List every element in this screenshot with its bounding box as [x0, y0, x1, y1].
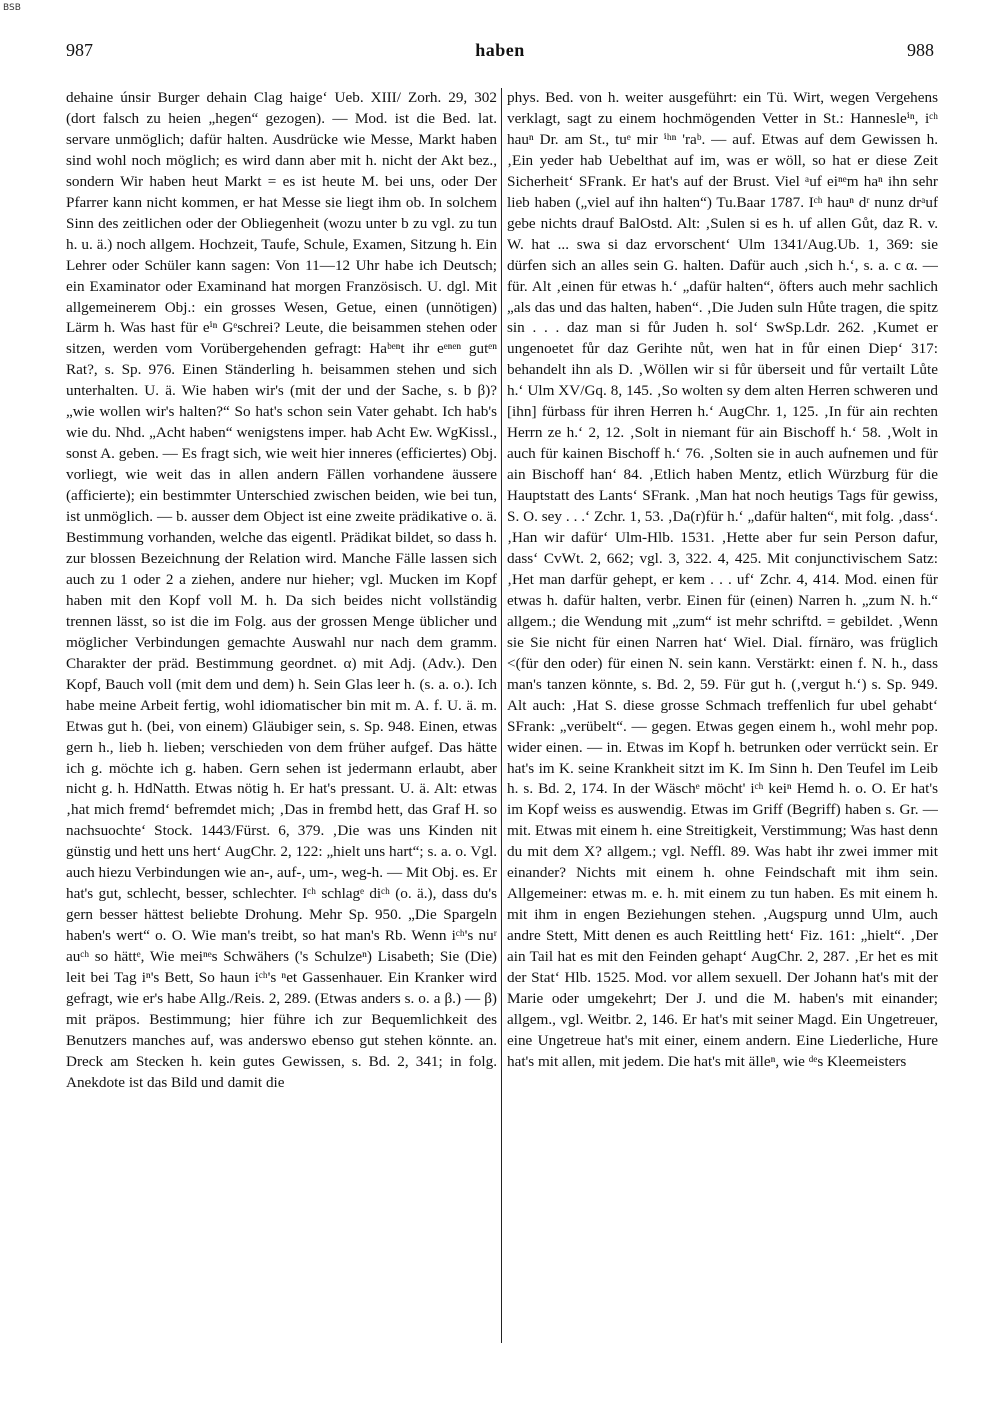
running-headword: haben [475, 40, 525, 60]
page-number-left: 987 [66, 40, 93, 60]
text-column-left [66, 88, 497, 1388]
library-mark: BSB [3, 3, 21, 13]
page-header [66, 40, 934, 64]
column-divider [501, 88, 502, 1343]
column-text-right: phys. Bed. von h. weiter ausgeführt: ein Tü. Wirt, wegen Vergehens verklagt, sagt zu einem hochmögenden Vetter in St.: Hannesleⁱⁿ, iᶜʰ hauⁿ Dr. am St., tuᵉ mir ⁱʰⁿ 'raᵇ. — auf. Etwas auf dem Gewissen h. ‚Ein yeder hab Uebelthat auf im, was er wöll, so hat er diese Zeit Sicherheit‘ SFrank. Er hat's auf der Brust. Viel ᵃuf eiⁿᵉm haⁿ ihn sehr lieb haben („viel auf ihn halten“) Tu.Baar 1787. Iᶜʰ hauⁿ dʳ nunz drᵃuf gebe nichts drauf BalOstd. Alt: ‚Sulen si es h. uf allen Gůt, daz R. v. W. hat ... swa si daz ervorschent‘ Ulm 1341/Aug.Ub. 1, 369: sie dürfen sich an alles sein G. halten. Dafür auch ‚sich h.‘, s. a. c α. — für. Alt ‚einen für etwas h.‘ „dafür halten“, öfters auch mehr sachlich „als das und das halten, haben“. ‚Die Juden suln Hůte tragen, die spitz sin . . . daz man si fůr Juden h. sol‘ SwSp.Ldr. 262. ‚Kumet er ungenoetet fůr daz Gerihte nůt, wen hat in fůr einen Diep‘ 317: behandelt ihn als D. ‚Wöllen wir si fůr überseit und fůr vertailt Lůte h.‘ Ulm XV/Gq. 8, 145. ‚So wolten sy dem alten Herren schweren und [ihn] fürbass für ihren Herren h.‘ AugChr. 1, 125. ‚In für ain rechten Herrn ze h.‘ 2, 12. ‚Solt in niemant für ain Bischoff h.‘ 58. ‚Wolt in auch für kainen Bischoff h.‘ 76. ‚Solten sie in auch aufnemen und für ain Bischoff han‘ 84. ‚Etlich haben Mentz, etlich Würzburg für die Hauptstatt des Lants‘ SFrank. ‚Man hat noch heutigs Tags für gewiss, S. O. sey . . .‘ Zchr. 1, 53. ‚Da(r)für h.‘ „dafür halten“, mit folg. ‚dass‘. ‚Han wir dafür‘ Ulm-Hlb. 1531. ‚Hette aber fur sein Person dafur, dass‘ CvWt. 2, 662; vgl. 3, 322. 4, 425. Mit conjunctivischem Satz: ‚Het man darfür gehept, er kem . . . uf‘ Zchr. 4, 414. Mod. einen für etwas h. dafür halten, verbr. Einen für (einen) Narren h. „zum N. h.“ allgem.; die Wendung mit „zum“ ist mehr schriftd. = gebildet. ‚Wenn sie Sie nicht für einen Narren hat‘ Wiel. Dial. fírnäro, was früglich <(für den oder) für einen N. sein kann. Verstärkt: einen f. N. h., dass man's tanzen könnte, s. Bd. 2, 59. Für gut h. (‚vergut h.‘) s. Sp. 949. Alt auch: ‚Hat S. diese grosse Schmach treffenlich fur ubel gehabt‘ SFrank: „verübelt“. — gegen. Etwas gegen einem h., wohl mehr pop. wider einen. — in. Etwas im Kopf h. betrunken oder verrückt sein. Er hat's im K. seine Krankheit sitzt im K. Im Sinn h. Den Teufel im Leib h. s. Bd. 2, 174. In der Wäschᵉ möcht' iᶜʰ keiⁿ Hemd h. o. O. Er hat's im Kopf weiss es auswendig. Etwas im Griff (Begriff) haben s. Gr. — mit. Etwas mit einem h. eine Streitigkeit, Verstimmung; Was hast denn du mit dem X? allgem.; vgl. Neffl. 89. Was habt ihr zwei immer mit einander? Nichts mit einem h. ohne Feindschaft mit ihm sein. Allgemeiner: etwas m. e. h. mit einem zu tun haben. Es mit einem h. mit ihm in engen Beziehungen stehen. ‚Augspurg unnd Ulm, auch andre Stett, Mitt denen es auch Reittling hett‘ Fiz. 161: „hielt“. ‚Der ain Tail hat es mit den Feinden gehapt‘ AugChr. 2, 287. ‚Er het es mit der Stat‘ Hlb. 1525. Mod. vor allem sexuell. Der Johann hat's mit der Marie oder umgekehrt; Der J. und die M. haben's mit einander; allgem., vgl. Weitbr. 2, 146. Er hat's mit seiner Magd. Ein Ungetreuer, eine Ungetreue hat's mit einer, einem andern. Eine Liederliche, Hure hat's mit allen, mit jedem. Die hat's mit älleⁿ, wie ᵈᵉs Kleemeisters [507, 89, 938, 1070]
text-column-right [507, 88, 938, 1388]
page-number-right: 988 [907, 40, 934, 60]
column-text-left: dehaine únsir Burger dehain Clag haige‘ Ueb. XIII/ Zorh. 29, 302 (dort falsch zu heien „hegen“ gezogen). — Mod. ist die Bed. lat. servare unmöglich; dafür halten. Ausdrücke wie Messe, Markt haben sind wohl noch möglich; es wird dann aber mit h. nicht der Akt bez., sondern Wir haben heut Markt = es ist heute M. bei uns, oder Der Pfarrer kann nicht kommen, er hat Messe sie liegt ihm ob. In solchem Sinn des zeitlichen oder der Obliegenheit (wozu unter b zu vgl. zu tun h. u. ä.) noch allgem. Hochzeit, Taufe, Schule, Examen, Sitzung h. Ein Lehrer oder Schüler kann sagen: Von 11—12 Uhr habe ich Deutsch; ein Examinator oder Examinand hat morgen Französisch. U. dgl. Mit allgemeinerem Obj.: ein grosses Wesen, Getue, einen (unnötigen) Lärm h. Was hast für eⁱⁿ Gᵉschrei? Leute, die beisammen stehen oder sitzen, werden vom Vorübergehenden gefragt: Haᵇᵉⁿt ihr eᵉⁿᵉⁿ gutᵉⁿ Rat?, s. Sp. 976. Einen Ständerling h. beisammen stehen und sich unterhalten. U. ä. Wie haben wir's (mit der und der Sache, s. b β)? „wie wollen wir's halten?“ So hat's schon sein Vater gehabt. Ich hab's wie du. Nhd. „Acht haben“ wenigstens imper. hab Acht Ew. WgKissl., sonst A. geben. — Es fragt sich, wie weit hier inneres (efficiertes) Obj. vorliegt, wie weit das in allen andern Fällen vorhandene äussere (afficierte); ein bestimmter Unterschied zwischen beiden, wie bei tun, ist unmöglich. — b. ausser dem Object ist eine zweite prädikative o. ä. Bestimmung vorhanden, welche das eigentl. Prädikat bildet, so dass h. zur blossen Bezeichnung der Relation wird. Manche Fälle lassen sich auch zu 1 oder 2 a ziehen, andere nur hieher; vgl. Mucken im Kopf haben mit den Kopf voll M. h. Da sich beides nicht vollständig trennen lässt, so ist die im Folg. aus der grossen Menge üblicher und möglicher Verbindungen gemachte Auswahl nur nach dem gramm. Charakter der präd. Bestimmung geordnet. α) mit Adj. (Adv.). Den Kopf, Bauch voll (mit dem und dem) h. Sein Glas leer h. (s. a. o.). Ich habe meine Arbeit fertig, wohl idiomatischer bin mit m. A. f. U. ä. m. Etwas gut h. (bei, von einem) Gläubiger sein, s. Sp. 948. Einen, etwas gern h., lieb h. lieben; verschieden von dem früher aufgef. Das hätte ich g. möchte ich g. haben. Gern sehen ist jedermann erlaubt, aber nicht g. h. HdNatth. Etwas nötig h. Er hat's pressant. U. ä. Alt: etwas ‚hat mich fremd‘ befremdet mich; ‚Das in frembd hett, das Graf H. so nachsuochte‘ Stock. 1443/Fürst. 6, 379. ‚Die was uns Kinden nit günstig und hett uns hert‘ AugChr. 2, 122: „hielt uns hart“; s. a. o. Vgl. auch hiezu Verbindungen wie an-, auf-, um-, weg-h. — Mit Obj. es. Er hat's gut, schlecht, besser, schlechter. Iᶜʰ schlagᵉ diᶜʰ (o. ä.), dass du's gern besser hättest beliebte Drohung. Mehr Sp. 950. „Die Spargeln haben's wert“ o. O. Wie man's treibt, so hat man's Rb. Wenn iᶜʰ's nuʳ auᶜʰ so hättᵉ, Wie meiⁿᵉs Schwähers ('s Schulzeⁿ) Lisabeth; Sie (Die) leit bei Tag iⁿ's Bett, So haun iᶜʰ's ⁿet Gassenhauer. Ein Kranker wird gefragt, wie er's habe Allg./Reis. 2, 289. (Etwas anders s. o. a β.) — β) mit präpos. Bestimmung; hier führe ich zur Bequemlichkeit des Benutzers manches auf, was anderswo ebenso gut stehen könnte. an. Dreck am Stecken h. kein gutes Gewissen, s. Bd. 2, 341; in folg. Anekdote ist das Bild und damit die [66, 89, 497, 1091]
